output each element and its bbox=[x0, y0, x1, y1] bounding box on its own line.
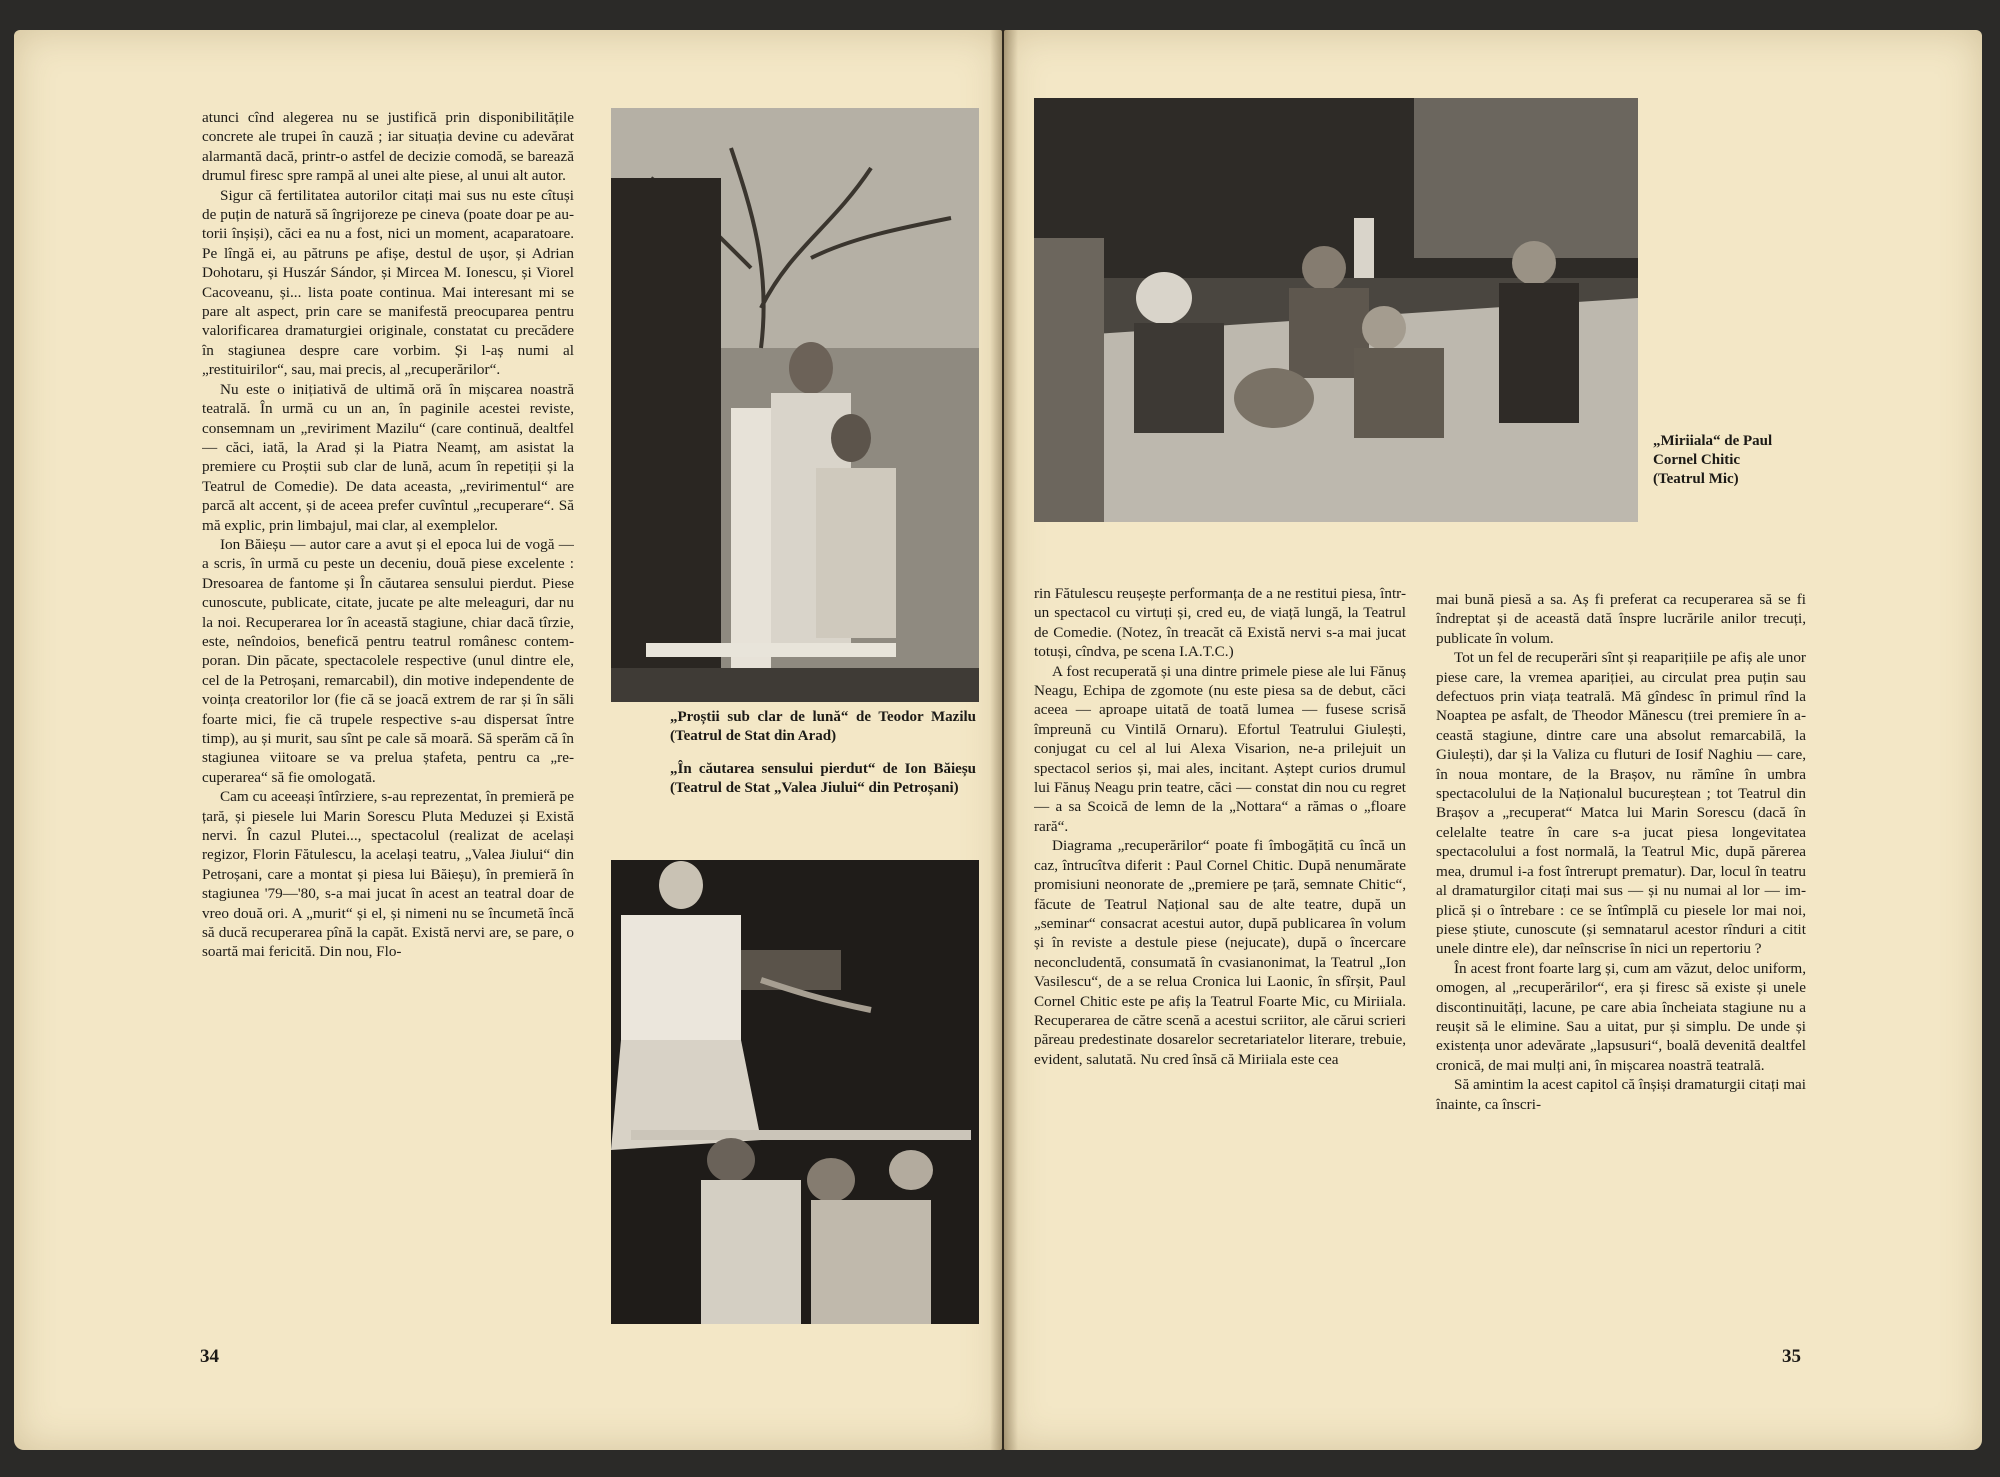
paragraph: Să amintim la acest capitol că înșiși dramaturgii citați mai înainte, ca înscri- bbox=[1436, 1076, 1806, 1113]
paragraph: Ion Băieșu — autor care a avut și el epoca lui de vogă — a scris, în urmă cu peste un deceniu, două piese excelente : Dresoarea de fantome și În căutarea sensului pierdut. Piese cunoscute, publicate, citate, jucate pe alte meleaguri, dar nu la noi. Recuperarea lor în această stagiune, chiar dacă tîrzie, este, neîndoios, benefică pentru teatrul românesc contemporan. Din păcate, spectacolele respective (unul dintre ele, cel de la Petroșani, remarcabil), din motive independente de voința creatorilor lor (fie că se joacă extrem de rar și în săli foarte mici, fie că trupele respective s-au dispersat între timp), au și murit, sau sînt pe cale să moară. Să sperăm că în stagiunea viitoare se va prelua ștafeta, pentru ca „recuperarea“ să fie omologată. bbox=[202, 535, 574, 786]
paragraph: mai bună piesă a sa. Aș fi preferat ca recuperarea să se fi îndreptat și de această dată înspre lucrările anilor trecuți, publicate în volum. bbox=[1436, 591, 1806, 647]
right-text-column-2 bbox=[1436, 590, 1806, 1320]
stage-photo-icon bbox=[611, 860, 979, 1324]
rehearsal-photo-icon bbox=[1034, 98, 1638, 522]
paragraph: Cam cu aceeași întîrziere, s-au reprezentat, în premieră pe țară, și piesele lui Marin Sorescu Pluta Meduzei și Există nervi. În cazul Plutei..., spectacolul (realizat de același regizor, Florin Fătulescu, la același teatru, „Valea Jiului“ din Petroșani, care a montat și piesa lui Băieșu), în premieră în stagiunea '79—'80, s-a mai jucat în acest an teatral doar de vreo două ori. A „murit“ și el, și nimeni nu se încumetă încă să ducă recuperarea pînă la capăt. Există nervi are, se pare, o soartă mai fericită. Din nou, Flo- bbox=[202, 788, 574, 961]
paragraph: În acest front foarte larg și, cum am văzut, deloc uniform, omogen, al „recuperărilor“, era și firesc să existe și unele discontinuități, lacune, pe care abia încheiata stagiune nu a reușit să le elimine. Sau a uitat, pur și simplu. De unde și existența unor adevărate „lapsusuri“, boală devenită dealtfel cronică, de mai mulți ani, în mișcarea noastră teatrală. bbox=[1436, 959, 1806, 1074]
paragraph: rin Fătulescu reușește performanța de a ne restitui piesa, într-un spectacol cu virtuți și, cred eu, de viață lungă, la Teatrul de Comedie. (Notez, în treacăt că Există nervi s-a mai jucat totuși, cîndva, pe scena I.A.T.C.) bbox=[1034, 585, 1406, 661]
stage-photo-icon bbox=[611, 108, 979, 702]
right-page-number: 35 bbox=[1782, 1346, 1801, 1367]
caption-text: „Miriiala“ de Paul Cornel Chitic (Teatrul Mic) bbox=[1653, 433, 1773, 487]
paragraph: atunci cînd alegerea nu se justifică prin disponibilitățile concrete ale trupei în cauză ; iar situația devine cu adevărat alarmantă dacă, printr-o astfel de decizie comodă, se barează drumul firesc spre rampă al unei alte piese, al unui alt autor. bbox=[202, 109, 574, 185]
left-text-column bbox=[202, 108, 574, 1320]
stage-photo-baiesu bbox=[611, 860, 979, 1324]
left-page-number: 34 bbox=[200, 1346, 219, 1367]
book-gutter bbox=[990, 30, 1018, 1450]
paragraph: Nu este o inițiativă de ultimă oră în mișcarea noastră teatrală. În urmă cu un an, în paginile acestei reviste, consemnam un „reviriment Mazilu“ (care continuă, dealtfel — căci, iată, la Arad și la Piatra Neamț, am asistat la premiere cu Proștii sub clar de lună, acum în repetiții și la Teatrul de Comedie). De data aceasta, „revirimentul“ are parcă alt accent, și de aceea prefer cuvîntul „recuperare“. Să mă explic, prin limbajul, mai clar, al exemplelor. bbox=[202, 380, 574, 534]
paragraph: Diagrama „recuperărilor“ poate fi îmbogățită cu încă un caz, întrucîtva diferit : Paul Cornel Chitic. După nenumărate promisiuni neonorate de „premiere pe țară, semnate Chitic“, făcute de Teatrul Național sau de alte teatre, după un „seminar“ consacrat acestui autor, după publicarea în volum și în reviste a destule piese (nejucate), după o încercare neconcludentă, consumată în cvasianonimat, la Teatrul „Ion Vasilescu“, de a se relua Cronica lui Laonic, în sfîrșit, Paul Cornel Chitic este pe afiș la Teatrul Foarte Mic, cu Miriiala. Recuperarea de către scenă a acestui scriitor, ale cărui scrieri păreau predestinate dosarelor secretariatelor literare, trebuie, evident, salutată. Nu cred însă că Miriiala este cea bbox=[1034, 837, 1406, 1068]
paragraph: Sigur că fertilitatea autorilor citați mai sus nu este cîtuși de puțin de natură să îngrijoreze pe cineva (poate doar pe autorii înșiși), căci ea nu a fost, nici un moment, acaparatoare. Pe lîngă ei, au pătruns pe afișe, destul de ușor, și Adrian Dohotaru, și Huszár Sándor, și Mircea M. Ionescu, și Viorel Cacoveanu, și... lista poate continua. Mai interesant mi se pare alt aspect, prin care se manifestă preocuparea pentru valorificarea dramaturgiei originale, constatat cu precădere în stagiunea despre care vorbim. Și l-aș numi al „restituirilor“, sau, mai precis, al „recuperărilor“. bbox=[202, 186, 574, 379]
caption-miriiala-photo bbox=[1653, 432, 1773, 503]
right-text-column-1 bbox=[1034, 584, 1406, 1320]
paragraph: A fost recuperată și una dintre primele piese ale lui Fănuș Neagu, Echipa de zgomote (nu este piesa sa de debut, căci aceea — aproape uitată de toată lumea — fusese scrisă împreună cu Vintilă Ornaru). Efortul Teatrului Giulești, conjugat cu cel al lui Alexa Visarion, ne-a prilejuit un spectacol serios și, mai ales, incitant. Aștept curios drumul lui Fănuș Neagu prin teatre, căci — constat din nou cu regret — a sa Scoică de lemn de la „Nottara“ a rămas o „floare rară“. bbox=[1034, 662, 1406, 835]
rehearsal-photo-miriiala bbox=[1034, 98, 1638, 522]
caption-text: „Proștii sub clar de lună“ de Teodor Mazilu (Teatrul de Stat din Arad) bbox=[670, 709, 976, 744]
caption-text: „În căutarea sensului pierdut“ de Ion Băieșu (Teatrul de Stat „Valea Jiului“ din Petroșani) bbox=[670, 761, 976, 796]
caption-mazilu-photo bbox=[670, 708, 976, 812]
stage-photo-mazilu bbox=[611, 108, 979, 702]
paragraph: Tot un fel de recuperări sînt și reaparițiile pe afiș ale unor piese care, la vremea apariției, au circulat prea puțin sau defectuos prin viața teatrală. Mă gîndesc în primul rînd la Noaptea pe asfalt, de Theodor Mănescu (trei premiere în această stagiune, dintre care una absolut remarcabilă, la Giulești), dar și la Valiza cu fluturi de Iosif Naghiu — care, în noua montare, de la Brașov, nu rămîne în umbra spectacolului de la Naționalul bucureștean ; tot Teatrul din Brașov a „recuperat“ Matca lui Marin Sorescu (dacă în celelalte teatre în care s-a jucat piesa longevitatea spectacolului a fost normală, la Teatrul Mic, după părerea mea, drumul i-a fost întrerupt prematur). Dar, locul în teatru al dramaturgilor citați mai sus — și nu numai al lor — implică și o întrebare : ce se întîmplă cu piesele lor mai noi, piese știute, cunoscute (și semnatarul acestor rînduri a citit unele dintre ele), dar neînscrise în nici un repertoriu ? bbox=[1436, 649, 1806, 958]
